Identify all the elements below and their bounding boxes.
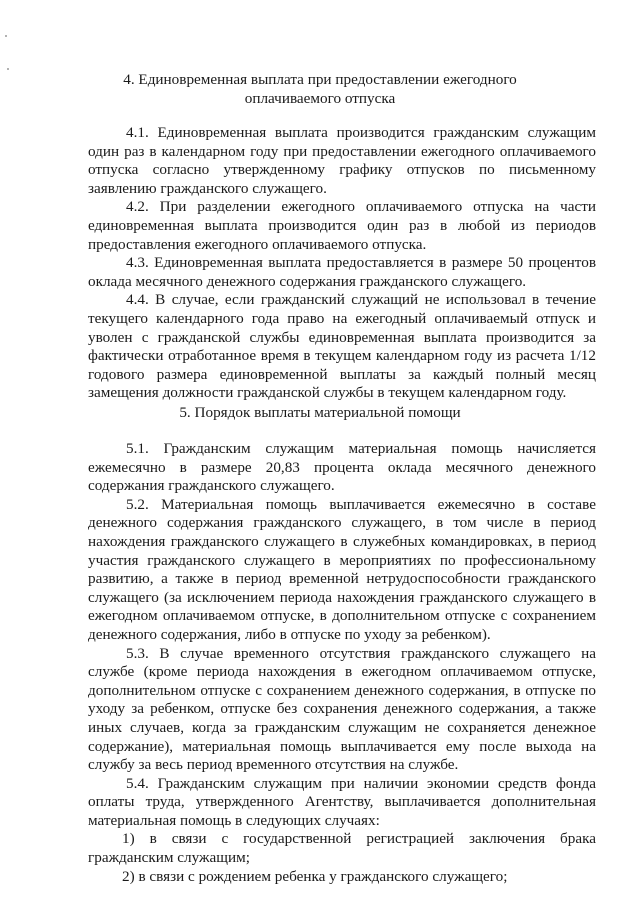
- paragraph-5-2: 5.2. Материальная помощь выплачивается ежемесячно в составе денежного содержания гражданского служащего, в том числе в период нахождения гражданского служащего в служебных командировках, в период участия гражданского служащего в мероприятиях по профессиональному развитию, а также в период временной нетрудоспособности гражданского служащего (за исключением периода нахождения гражданского служащего в ежегодном оплачиваемом отпуске, в дополнительном отпуске с сохранением денежного содержания, либо в отпуске по уходу за ребенком).: [88, 495, 596, 643]
- section-4-body: [88, 124, 596, 403]
- section-5-body: [88, 440, 596, 886]
- list-item-1: 1) в связи с государственной регистрацией заключения брака гражданским служащим;: [88, 830, 596, 867]
- section-5-heading: [110, 403, 530, 422]
- section-4-heading: [110, 70, 530, 108]
- paragraph-5-1: 5.1. Гражданским служащим материальная помощь начисляется ежемесячно в размере 20,83 процента оклада месячного денежного содержания гражданского служащего.: [88, 440, 596, 495]
- paragraph-4-4: 4.4. В случае, если гражданский служащий не использовал в течение текущего календарного года право на ежегодный оплачиваемый отпуск и уволен с гражданской службы единовременная выплата производится за фактически отработанное время в текущем календарном году из расчета 1/12 годового размера единовременной выплаты за каждый полный месяц замещения должности гражданской службы в текущем календарном году.: [88, 291, 596, 402]
- section-5-heading-line-1: 5. Порядок выплаты материальной помощи: [179, 404, 461, 421]
- paragraph-4-3: 4.3. Единовременная выплата предоставляется в размере 50 процентов оклада месячного денежного содержания гражданского служащего.: [88, 254, 596, 290]
- section-4-heading-line-2: оплачиваемого отпуска: [244, 90, 396, 107]
- paragraph-4-1: 4.1. Единовременная выплата производится гражданским служащим один раз в календарном году при предоставлении ежегодного оплачиваемого отпуска согласно утвержденному графику отпусков по письменному заявлению гражданского служащего.: [88, 124, 596, 197]
- paragraph-5-3: 5.3. В случае временного отсутствия гражданского служащего на службе (кроме периода нахождения в ежегодном оплачиваемом отпуске, дополнительном отпуске с сохранением денежного содержания, в отпуске по уходу за ребенком, отпуске без сохранения денежного содержания, а также иных случаев, когда за гражданским служащим не сохраняется денежное содержание), материальная помощь выплачивается ему после выхода на службу за весь период временного отсутствия на службе.: [88, 644, 596, 774]
- scan-artifact-dot: [7, 68, 9, 70]
- scan-artifact-dot: [5, 35, 7, 37]
- paragraph-4-2: 4.2. При разделении ежегодного оплачиваемого отпуска на части единовременная выплата производится один раз в любой из периодов предоставления ежегодного оплачиваемого отпуска.: [88, 198, 596, 253]
- list-item-2: 2) в связи с рождением ребенка у гражданского служащего;: [122, 867, 508, 885]
- paragraph-5-4: 5.4. Гражданским служащим при наличии экономии средств фонда оплаты труда, утвержденного Агентству, выплачивается дополнительная материальная помощь в следующих случаях:: [88, 774, 596, 829]
- section-4-heading-line-1: 4. Единовременная выплата при предоставлении ежегодного: [123, 71, 517, 88]
